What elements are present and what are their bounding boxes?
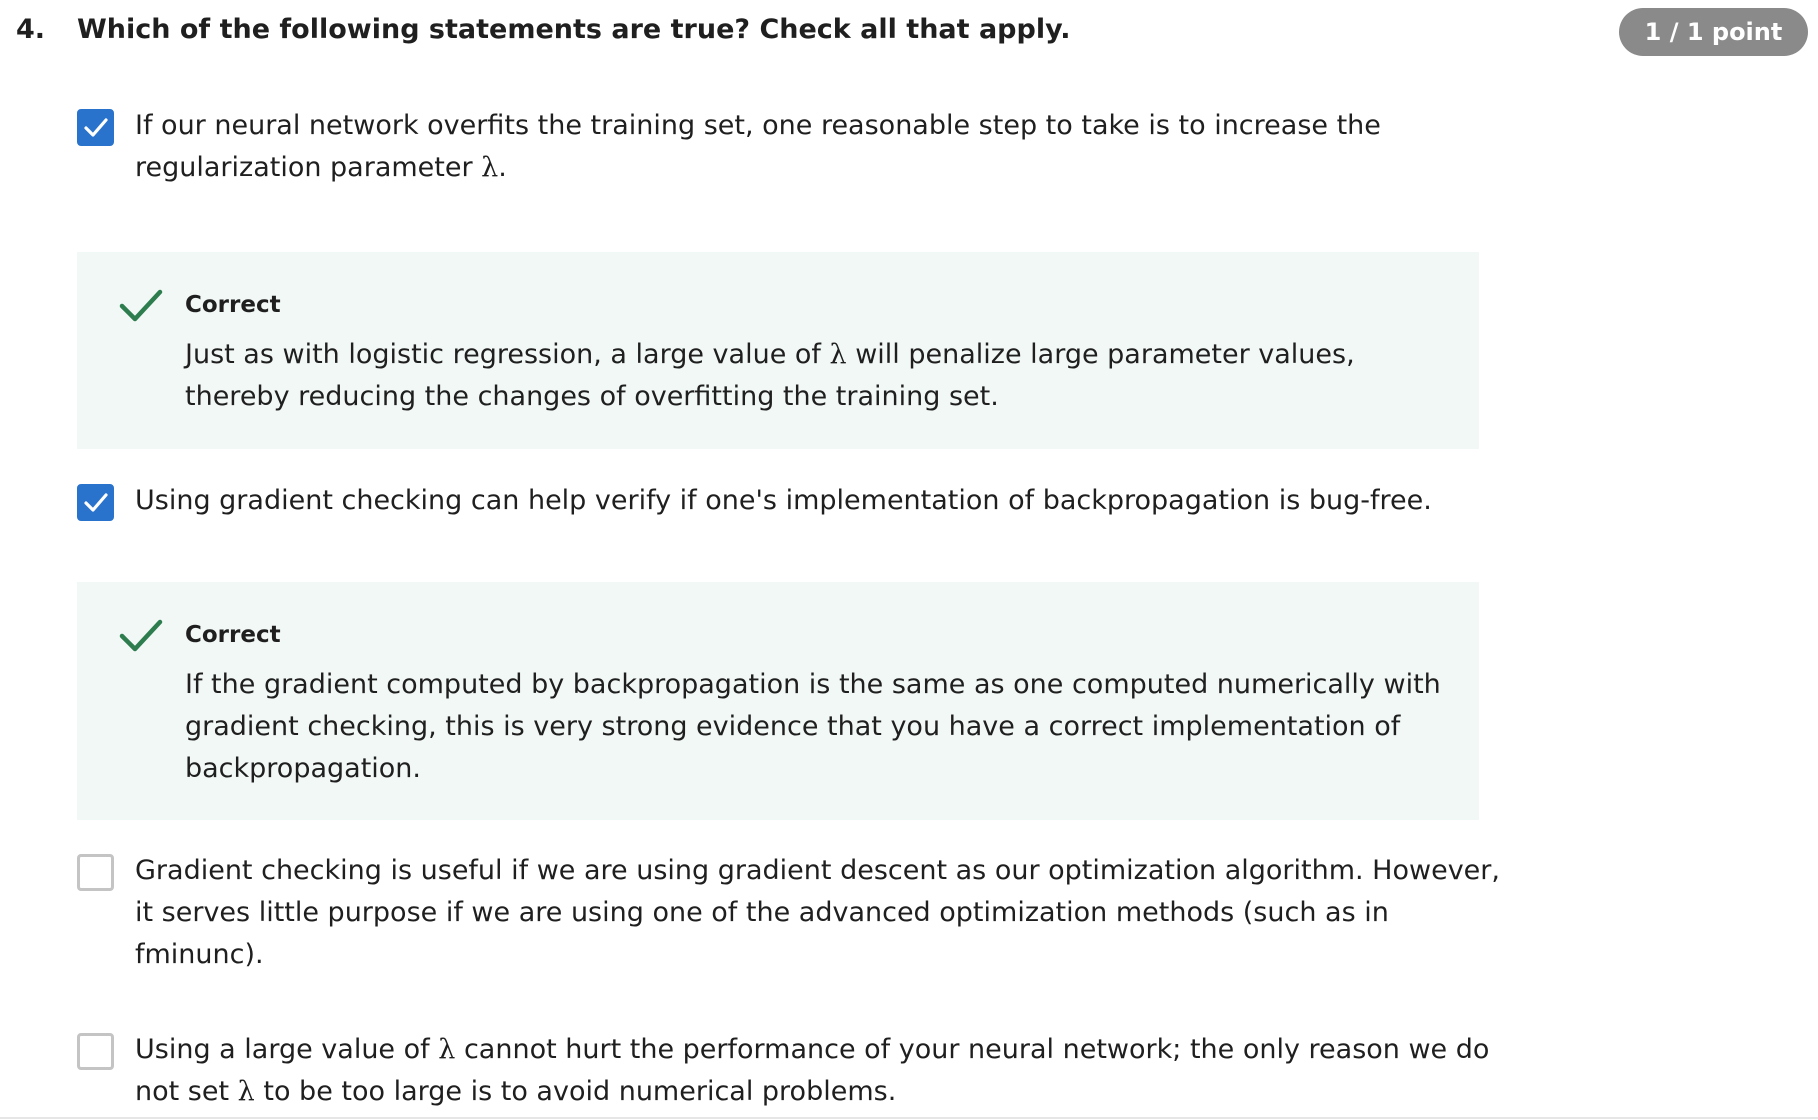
checkmark-icon bbox=[119, 288, 163, 324]
divider bbox=[0, 1117, 1818, 1119]
option-label: Gradient checking is useful if we are using gradient descent as our optimization algorithm. However, it serves little purpose if we are using one of the advanced optimization methods (such as in fminunc). bbox=[135, 855, 1500, 970]
feedback-text: Just as with logistic regression, a large value of λ will penalize large parameter values, thereby reducing the changes of overfitting the training set. bbox=[185, 339, 1355, 412]
lambda-symbol: λ bbox=[438, 1034, 456, 1065]
score-badge: 1 / 1 point bbox=[1619, 8, 1808, 56]
option-label: If our neural network overfits the training set, one reasonable step to take is to increase the regularization parameter λ. bbox=[135, 110, 1381, 183]
lambda-symbol: λ bbox=[481, 152, 499, 183]
feedback-panel bbox=[77, 582, 1479, 820]
question-title: Which of the following statements are true? Check all that apply. bbox=[77, 14, 1071, 45]
checkbox-unchecked[interactable] bbox=[77, 1033, 114, 1070]
checkbox-unchecked[interactable] bbox=[77, 854, 114, 891]
feedback-panel bbox=[77, 252, 1479, 449]
lambda-symbol: λ bbox=[237, 1076, 255, 1107]
feedback-label: Correct bbox=[185, 292, 281, 318]
checkmark-icon bbox=[83, 492, 109, 514]
option-label: Using a large value of λ cannot hurt the performance of your neural network; the only reason we do not set λ to be too large is to avoid numerical problems. bbox=[135, 1034, 1490, 1107]
checkmark-icon bbox=[83, 117, 109, 139]
feedback-label: Correct bbox=[185, 622, 281, 648]
checkbox-checked-icon[interactable] bbox=[77, 109, 114, 146]
checkbox-checked-icon[interactable] bbox=[77, 484, 114, 521]
lambda-symbol: λ bbox=[829, 339, 847, 370]
question-number: 4. bbox=[16, 14, 46, 45]
feedback-text: If the gradient computed by backpropagation is the same as one computed numerically with gradient checking, this is very strong evidence that you have a correct implementation of backpropagation. bbox=[185, 669, 1441, 784]
checkmark-icon bbox=[119, 618, 163, 654]
option-label: Using gradient checking can help verify if one's implementation of backpropagation is bug-free. bbox=[135, 485, 1432, 516]
